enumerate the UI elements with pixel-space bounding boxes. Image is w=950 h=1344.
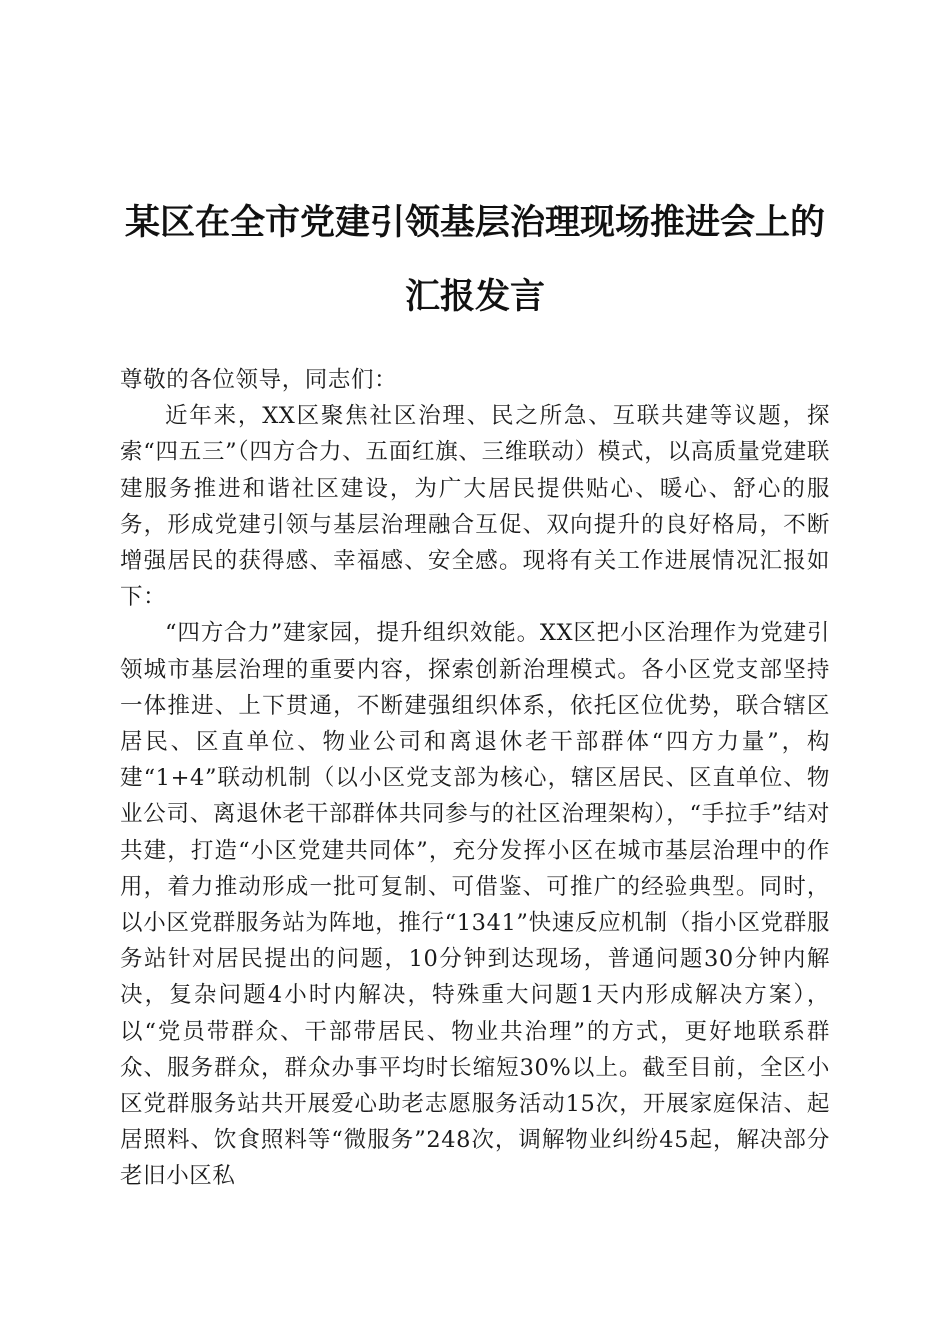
title-line-1: 某区在全市党建引领基层治理现场推进会上的 [124, 202, 825, 243]
paragraph-intro: 近年来，XX区聚焦社区治理、民之所急、互联共建等议题，探索“四五三”（四方合力、五面红旗、三维联动）模式，以高质量党建联建服务推进和谐社区建设，为广大居民提供贴心、暖心、舒心的服务，形成党建引领与基层治理融合互促、双向提升的良好格局，不断增强居民的获得感、幸福感、安全感。现将有关工作进展情况汇报如下： [120, 403, 830, 611]
paragraph-four-forces: “四方合力”建家园，提升组织效能。XX区把小区治理作为党建引领城市基层治理的重要内容，探索创新治理模式。各小区党支部坚持一体推进、上下贯通，不断建强组织体系，依托区位优势，联合辖区居民、区直单位、物业公司和离退休老干部群体“四方力量”，构建“1+4”联动机制（以小区党支部为核心，辖区居民、区直单位、物业公司、离退休老干部群体共同参与的社区治理架构），“手拉手”结对共建，打造“小区党建共同体”，充分发挥小区在城市基层治理中的作用，着力推动形成一批可复制、可借鉴、可推广的经验典型。同时，以小区党群服务站为阵地，推行“1341”快速反应机制（指小区党群服务站针对居民提出的问题，10分钟到达现场，普通问题30分钟内解决，复杂问题4小时内解决，特殊重大问题1天内形成解决方案），以“党员带群众、干部带居民、物业共治理”的方式，更好地联系群众、服务群众，群众办事平均时长缩短30%以上。截至目前，全区小区党群服务站共开展爱心助老志愿服务活动15次，开展家庭保洁、起居照料、饮食照料等“微服务”248次，调解物业纠纷45起，解决部分老旧小区私 [120, 620, 830, 1190]
salutation: 尊敬的各位领导，同志们： [120, 367, 398, 393]
document-body [120, 362, 830, 1195]
document-title [110, 186, 840, 334]
title-line-2: 汇报发言 [404, 276, 545, 317]
